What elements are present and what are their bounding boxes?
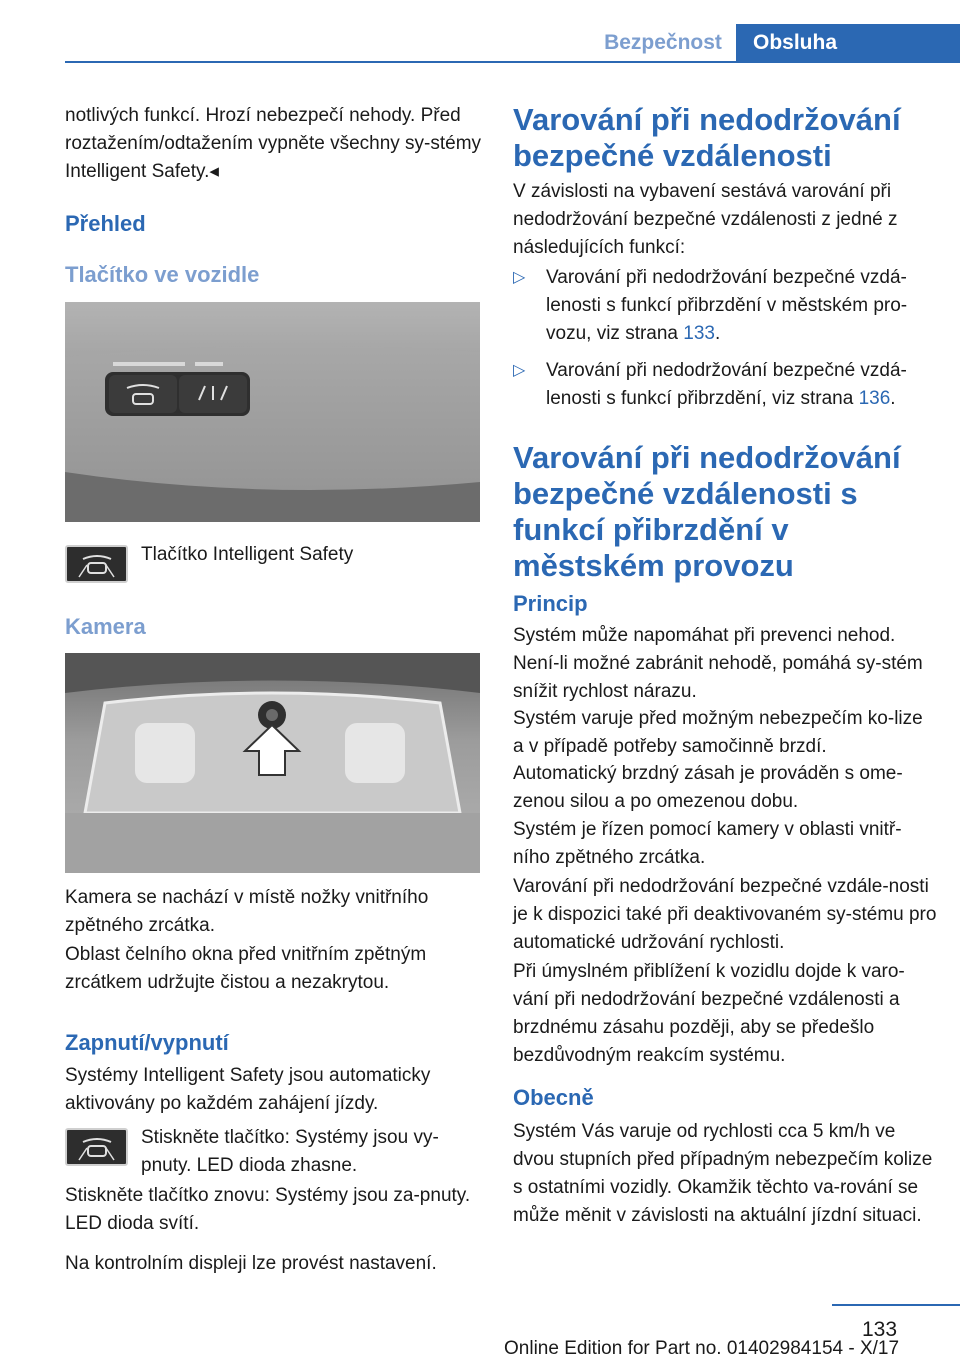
principle-heading: Princip (513, 591, 588, 616)
edition-line: Online Edition for Part no. 01402984154 - X/17 (504, 1338, 900, 1359)
button-panel-photo (65, 302, 480, 522)
intelligent-safety-button-icon (65, 545, 128, 583)
principle-paragraph-2: Systém varuje před možným nebezpečím ko‐lize a v případě potřeby samočinně brzdí. (513, 708, 923, 757)
principle-paragraph-3: Automatický brzdný zásah je prováděn s ome‐zenou silou a po omezenou dobu. (513, 763, 903, 812)
camera-photo (65, 653, 480, 873)
onoff-heading: Zapnutí/vypnutí (65, 1030, 229, 1055)
principle-paragraph-4: Systém je řízen pomocí kamery v oblasti vnitř‐ního zpětného zrcátka. (513, 819, 902, 868)
principle-paragraph-1: Systém může napomáhat při prevenci nehod. Není-li možné zabránit nehodě, pomáhá sy‐stém snížit rychlost nárazu. (513, 625, 923, 702)
tab-obsluha[interactable]: Obsluha (736, 24, 960, 62)
button-caption: Tlačítko Intelligent Safety (141, 544, 354, 565)
onoff-paragraph-2: Stiskněte tlačítko znovu: Systémy jsou za‐pnuty. LED dioda svítí. (65, 1185, 471, 1234)
list-item-text: Varování při nedodržování bezpečné vzdá‐lenosti s funkcí přibrzdění, viz strana (546, 360, 907, 409)
principle-paragraph-5: Varování při nedodržování bezpečné vzdále‐nosti je k dispozici také při deaktivovaném sy‐stému pro automatické udržování rychlosti. (513, 876, 937, 953)
camera-paragraph-1: Kamera se nachází v místě nožky vnitřního zpětného zrcátka. (65, 887, 429, 936)
function-list (513, 264, 938, 413)
camera-paragraph-2: Oblast čelního okna před vnitřním zpětným zrcátkem udržujte čistou a nezakrytou. (65, 944, 427, 993)
warn-heading: Varování při nedodržování bezpečné vzdálenosti (513, 102, 901, 173)
intro-paragraph: notlivých funkcí. Hrozí nebezpečí nehody. Před roztažením/odtažením vypněte všechny sy‐stémy Intelligent Safety.◂ (65, 105, 482, 182)
page-link-136[interactable]: 136 (858, 388, 891, 409)
list-marker-icon: ▷ (513, 269, 526, 286)
page-number: 133 (862, 1318, 898, 1341)
list-item-end: . (890, 388, 896, 409)
footer-rule (832, 1304, 960, 1306)
overview-heading: Přehled (65, 211, 146, 236)
list-item (513, 357, 938, 413)
button-panel-illustration (65, 302, 480, 522)
camera-heading: Kamera (65, 614, 146, 639)
onoff-paragraph-3: Na kontrolním displeji lze provést nastavení. (65, 1253, 437, 1274)
list-item-end: . (714, 323, 721, 344)
header-rule (65, 61, 960, 63)
warn-paragraph-1: V závislosti na vybavení sestává varování při nedodržování bezpečné vzdálenosti z jedné z následujících funkcí: (513, 181, 898, 258)
list-item-text: Varování při nedodržování bezpečné vzdá‐lenosti s funkcí přibrzdění v městském pro‐vozu, viz strana (546, 267, 908, 344)
button-heading: Tlačítko ve vozidle (65, 262, 260, 287)
intelligent-safety-button-icon-2 (65, 1128, 128, 1166)
general-paragraph-1: Systém Vás varuje od rychlosti cca 5 km/h ve dvou stupních před případným nebezpečím kolize s ostatními vozidly. Okamžik těchto va‐rování se může měnit v závislosti na aktuální jízdní situaci. (513, 1121, 933, 1226)
page-link-133[interactable]: 133 (683, 323, 715, 344)
list-marker-icon: ▷ (513, 362, 526, 379)
list-item (513, 264, 938, 348)
principle-paragraph-6: Při úmyslném přiblížení k vozidlu dojde k varo‐vání při nedodržování bezpečné vzdálenosti a brzdnému zásahu později, aby se předešlo bezdůvodným reakcím systému. (513, 961, 905, 1066)
tab-bezpecnost[interactable]: Bezpečnost (604, 31, 722, 54)
city-heading: Varování při nedodržování bezpečné vzdálenosti s funkcí přibrzdění v městském provozu (513, 440, 901, 583)
windshield-illustration (65, 653, 480, 873)
onoff-paragraph-1: Systémy Intelligent Safety jsou automaticky aktivovány po každém zahájení jízdy. (65, 1065, 431, 1114)
general-heading: Obecně (513, 1085, 594, 1110)
onoff-icon-text: Stiskněte tlačítko: Systémy jsou vy‐pnuty. LED dioda zhasne. (141, 1127, 439, 1176)
